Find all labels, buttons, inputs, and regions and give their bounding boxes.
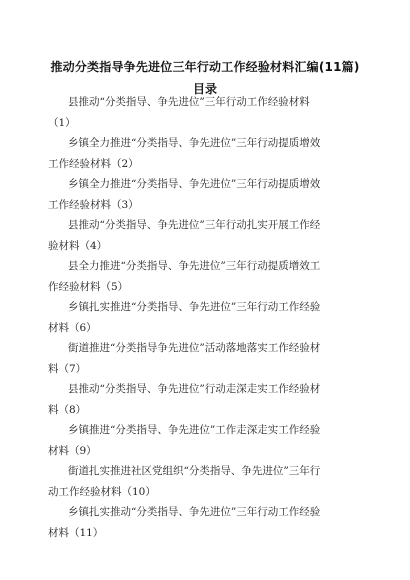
toc-line: 乡镇扎实推动“分类指导、争先进位”三年行动工作经验 [68,506,321,518]
toc-line: 乡镇推进“分类指导、争先进位”工作走深走实工作经验 [68,424,321,436]
toc-line: 街道扎实推进社区党组织“分类指导、争先进位”三年行 [68,465,321,477]
toc-line: 乡镇扎实推进“分类指导、争先进位”三年行动工作经验 [68,301,321,313]
toc-line: 材料（6） [48,322,97,334]
toc-line: （1） [48,117,76,129]
toc-heading: 目录 [192,82,217,96]
toc-line: 料（8） [48,404,87,416]
toc-line: 料（7） [48,363,87,375]
toc-line: 乡镇全力推进“分类指导、争先进位”三年行动提质增效 [68,137,321,149]
toc-line: 材料（11） [48,527,104,539]
toc-line: 县全力推进“分类指导、争先进位”三年行动提质增效工 [68,260,321,272]
toc-line: 作经验材料（5） [48,281,129,293]
toc-line: 街道推进“分类指导争先进位”活动落地落实工作经验材 [68,342,321,354]
toc-line: 动工作经验材料（10） [48,486,156,498]
toc-line: 县推动“分类指导、争先进位”三年行动扎实开展工作经 [68,219,321,231]
document-title: 推动分类指导争先进位三年行动工作经验材料汇编(11篇) [50,60,360,74]
toc-line: 验材料（4） [48,240,108,252]
toc-line: 县推动“分类指导、争先进位”三年行动工作经验材料 [68,96,310,108]
toc-line: 工作经验材料（2） [48,158,139,170]
toc-line: 县推动“分类指导、争先进位”行动走深走实工作经验材 [68,383,321,395]
toc-line: 工作经验材料（3） [48,199,139,211]
toc-line: 材料（9） [48,445,97,457]
toc-line: 乡镇全力推进“分类指导、争先进位”三年行动提质增效 [68,178,321,190]
